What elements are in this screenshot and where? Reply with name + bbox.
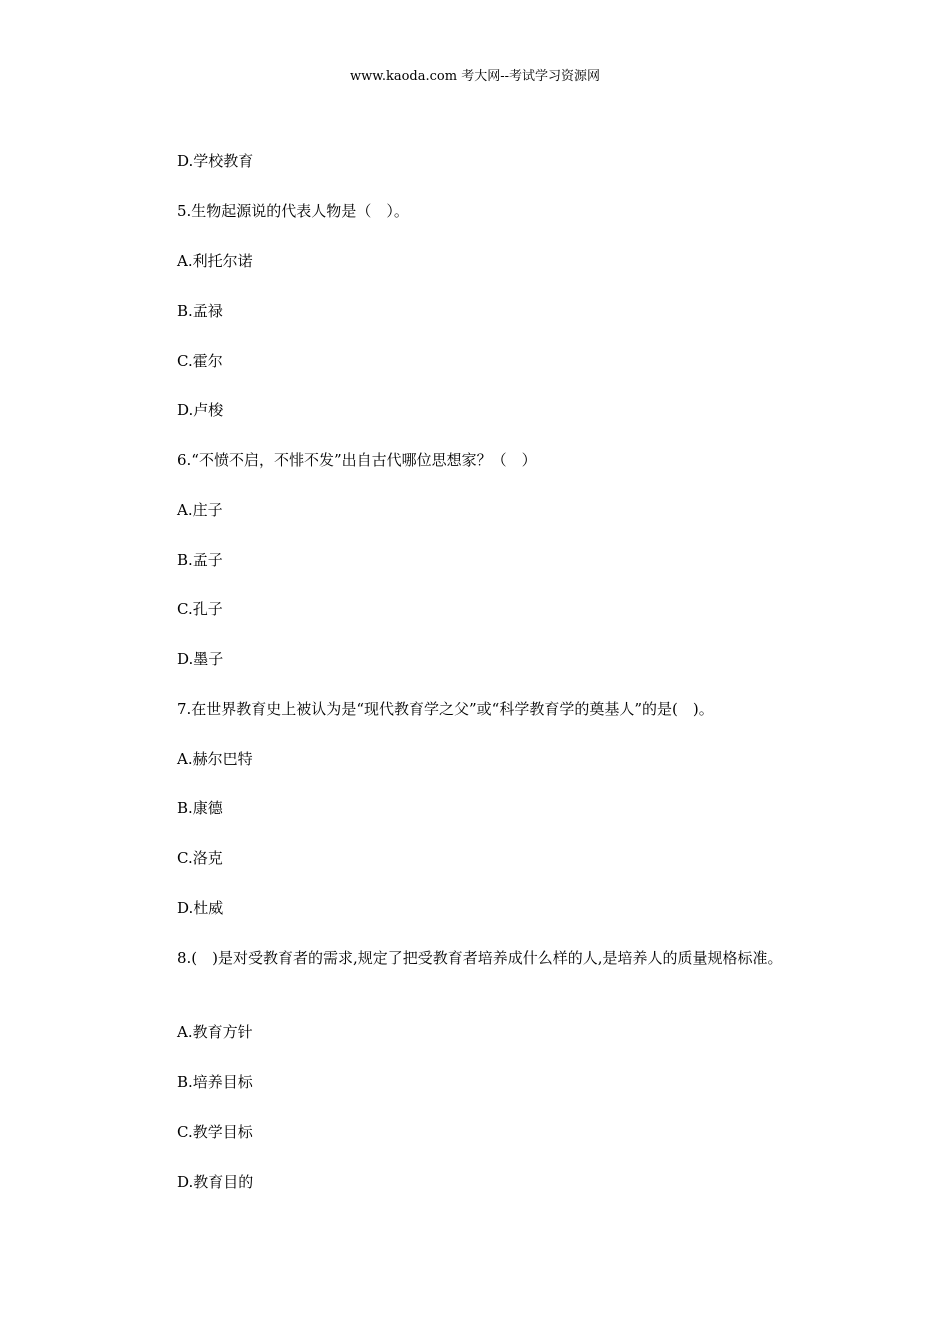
option-6d: D.墨子: [177, 650, 224, 668]
question-7: 7.在世界教育史上被认为是“现代教育学之父”或“科学教育学的奠基人”的是( )。: [177, 700, 714, 718]
option-8c: C.教学目标: [177, 1123, 253, 1141]
option-8b: B.培养目标: [177, 1073, 253, 1091]
question-6: 6.“不愤不启，不悱不发”出自古代哪位思想家？（ ）: [177, 451, 537, 469]
option-5d: D.卢梭: [177, 401, 224, 419]
option-6c: C.孔子: [177, 600, 223, 618]
option-7c: C.洛克: [177, 849, 223, 867]
option-6a: A.庄子: [177, 501, 223, 519]
option-7a: A.赫尔巴特: [177, 750, 253, 768]
option-8a: A.教育方针: [177, 1023, 253, 1041]
option-7d: D.杜威: [177, 899, 224, 917]
question-8: 8.( )是对受教育者的需求,规定了把受教育者培养成什么样的人,是培养人的质量规格标准。: [177, 949, 783, 967]
option-5b: B.孟禄: [177, 302, 223, 320]
option-6b: B.孟子: [177, 551, 223, 569]
option-5c: C.霍尔: [177, 352, 223, 370]
option-7b: B.康德: [177, 799, 223, 817]
option-5a: A.利托尔诺: [177, 252, 253, 270]
option-8d: D.教育目的: [177, 1173, 254, 1191]
option-4d: D.学校教育: [177, 152, 254, 170]
question-5: 5.生物起源说的代表人物是（ ）。: [177, 202, 409, 220]
page-header: www.kaoda.com 考大网--考试学习资源网: [350, 69, 600, 84]
